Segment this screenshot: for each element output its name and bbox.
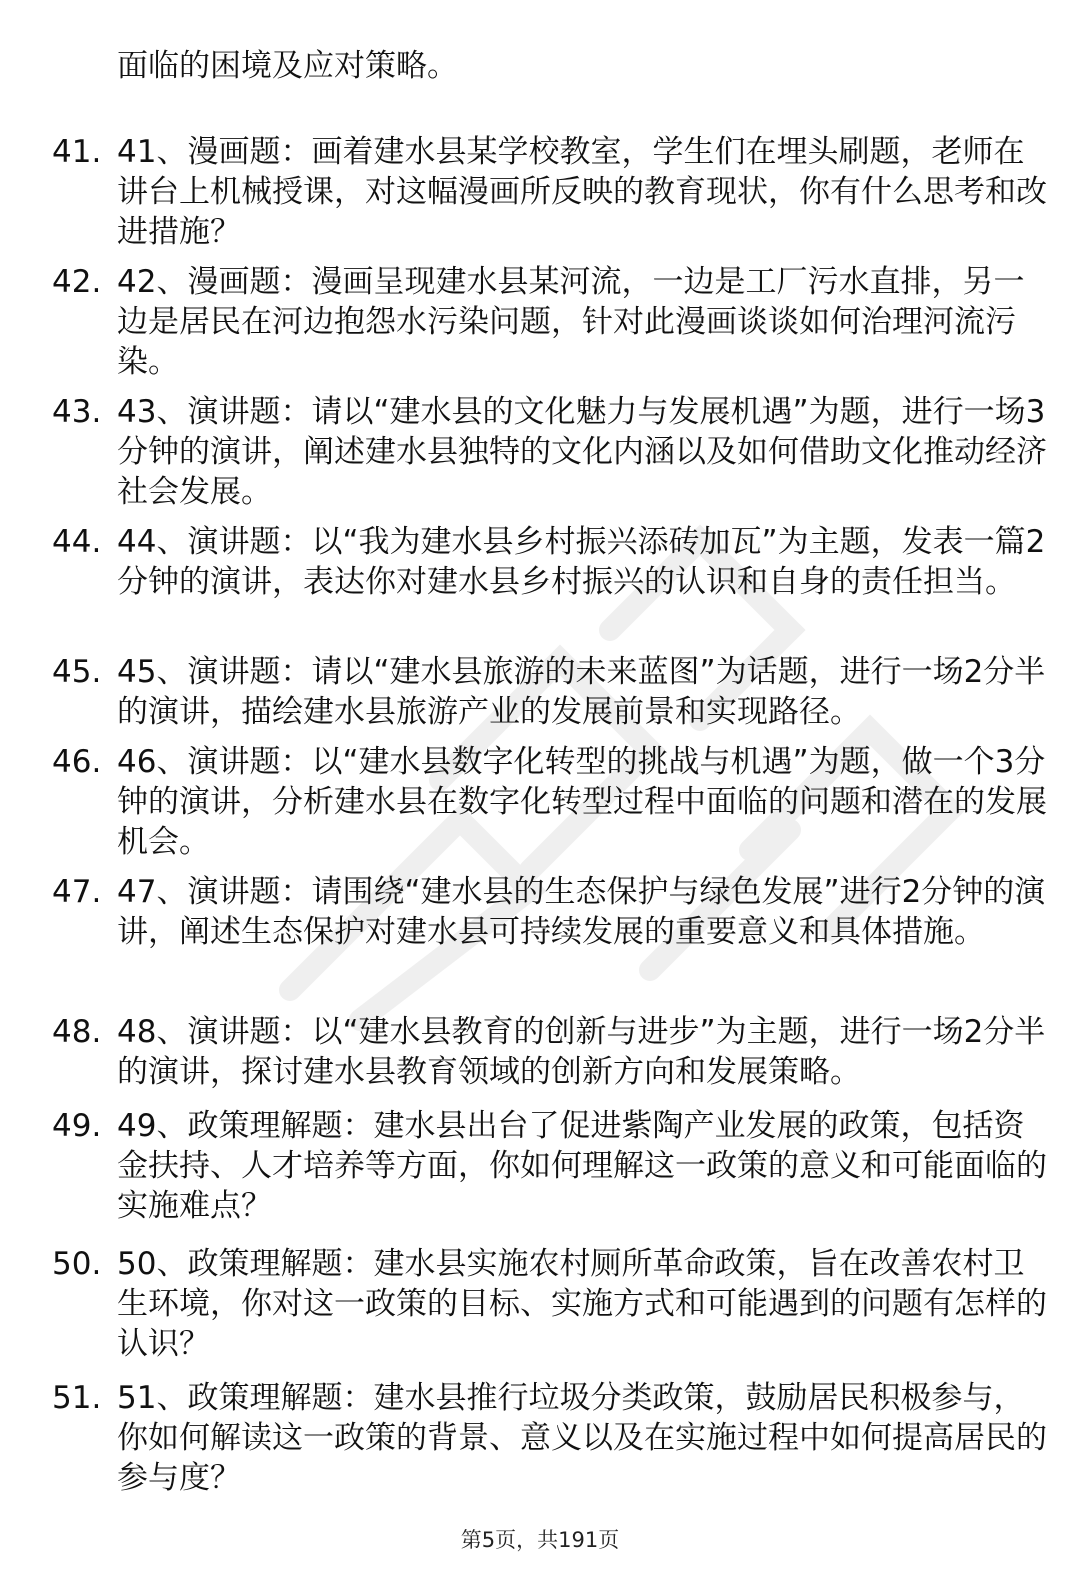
item-number: 43.: [52, 394, 102, 430]
item-number: 49.: [52, 1108, 102, 1144]
item-text: 45、演讲题：请以“建水县旅游的未来蓝图”为话题，进行一场2分半的演讲，描绘建水县旅游产业的发展前景和实现路径。: [117, 654, 1046, 730]
item-text: 50、政策理解题：建水县实施农村厕所革命政策，旨在改善农村卫生环境，你对这一政策的目标、实施方式和可能遇到的问题有怎样的认识？: [117, 1246, 1047, 1362]
page-footer: 第5页，共191页: [460, 1528, 620, 1552]
item-text: 46、演讲题：以“建水县数字化转型的挑战与机遇”为题，做一个3分钟的演讲，分析建水县在数字化转型过程中面临的问题和潜在的发展机会。: [117, 744, 1047, 860]
item-text: 51、政策理解题：建水县推行垃圾分类政策，鼓励居民积极参与，你如何解读这一政策的背景、意义以及在实施过程中如何提高居民的参与度？: [117, 1380, 1047, 1496]
item-text: 43、演讲题：请以“建水县的文化魅力与发展机遇”为题，进行一场3分钟的演讲，阐述建水县独特的文化内涵以及如何借助文化推动经济社会发展。: [117, 394, 1047, 510]
item-number: 44.: [52, 524, 102, 560]
item-text: 47、演讲题：请围绕“建水县的生态保护与绿色发展”进行2分钟的演讲，阐述生态保护对建水县可持续发展的重要意义和具体措施。: [117, 874, 1046, 950]
continuation-line: 面临的困境及应对策略。: [117, 48, 458, 84]
item-text: 44、演讲题：以“我为建水县乡村振兴添砖加瓦”为主题，发表一篇2分钟的演讲，表达你对建水县乡村振兴的认识和自身的责任担当。: [117, 524, 1046, 600]
item-number: 42.: [52, 264, 102, 300]
item-text: 41、漫画题：画着建水县某学校教室，学生们在埋头刷题，老师在讲台上机械授课，对这幅漫画所反映的教育现状，你有什么思考和改进措施？: [117, 134, 1047, 250]
item-number: 45.: [52, 654, 102, 690]
item-number: 51.: [52, 1380, 102, 1416]
item-number: 48.: [52, 1014, 102, 1050]
item-number: 50.: [52, 1246, 102, 1282]
item-number: 46.: [52, 744, 102, 780]
item-number: 47.: [52, 874, 102, 910]
item-text: 49、政策理解题：建水县出台了促进紫陶产业发展的政策，包括资金扶持、人才培养等方面，你如何理解这一政策的意义和可能面临的实施难点？: [117, 1108, 1047, 1224]
item-number: 41.: [52, 134, 102, 170]
item-text: 42、漫画题：漫画呈现建水县某河流，一边是工厂污水直排，另一边是居民在河边抱怨水污染问题，针对此漫画谈谈如何治理河流污染。: [117, 264, 1025, 380]
item-text: 48、演讲题：以“建水县教育的创新与进步”为主题，进行一场2分半的演讲，探讨建水县教育领域的创新方向和发展策略。: [117, 1014, 1046, 1090]
